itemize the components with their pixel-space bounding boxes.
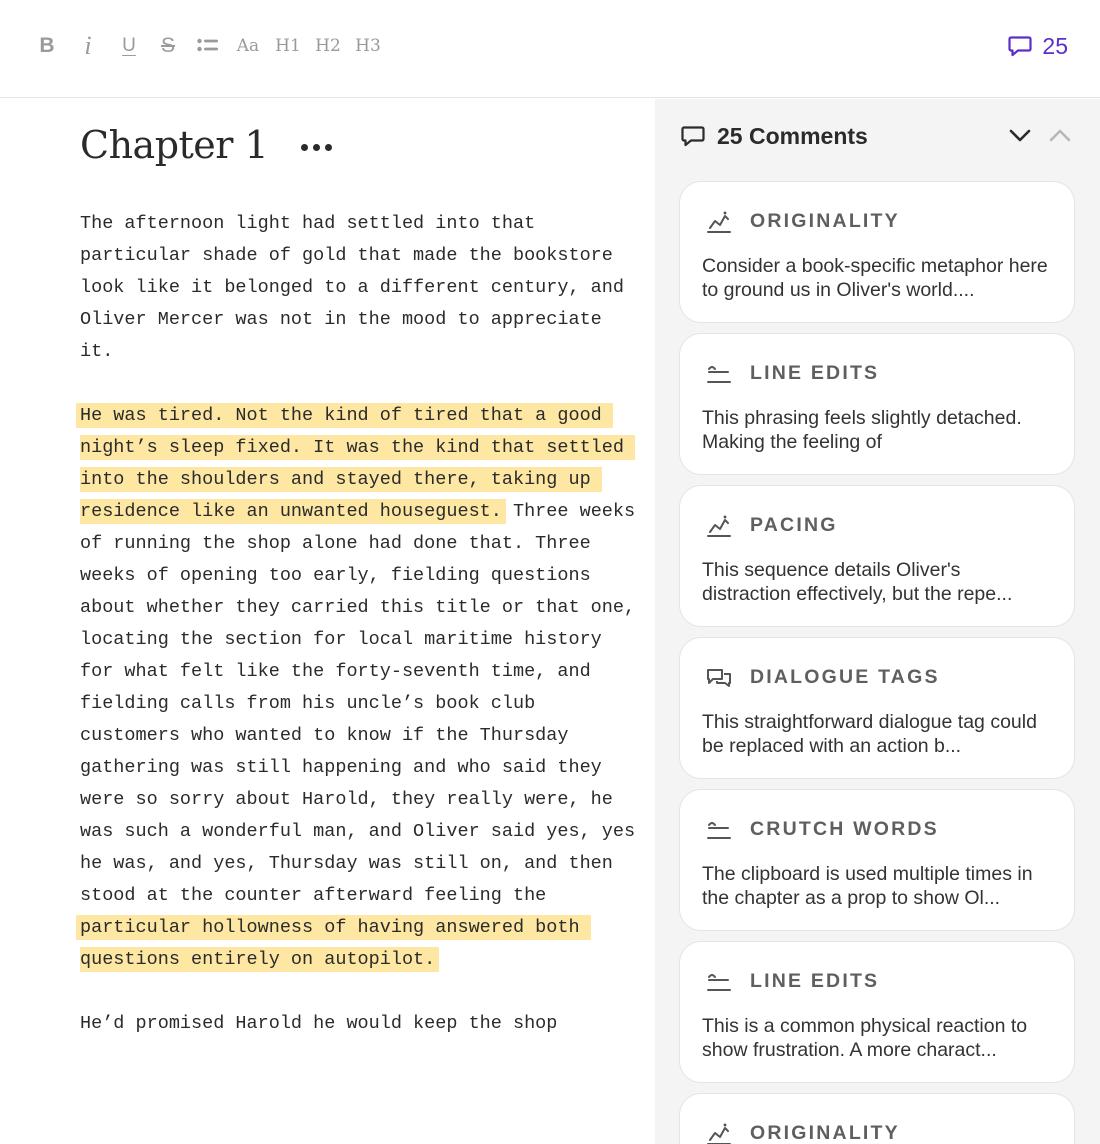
comment-card[interactable] <box>679 941 1075 1083</box>
chapter-body[interactable] <box>80 208 647 1072</box>
comment-text: This sequence details Oliver's distraction effectively, but the repe... <box>702 559 1013 605</box>
chart-trend-icon <box>706 514 732 538</box>
formatting-toolbar <box>0 0 1100 98</box>
comment-card[interactable] <box>679 333 1075 475</box>
next-comment-button[interactable] <box>1007 123 1033 149</box>
comment-card[interactable] <box>679 485 1075 627</box>
line-edit-icon <box>706 818 732 842</box>
text-case-button[interactable]: Aa <box>236 36 260 56</box>
comment-category: ORIGINALITY <box>750 210 900 232</box>
chapter-more-button[interactable] <box>296 135 336 159</box>
comment-category: ORIGINALITY <box>750 1122 900 1144</box>
comment-text: This is a common physical reaction to show frustration. A more charact... <box>702 1015 1028 1061</box>
heading-3-button[interactable]: H3 <box>355 36 381 56</box>
comment-text: The clipboard is used multiple times in the chapter as a prop to show Ol... <box>702 863 1033 909</box>
comment-text: Consider a book-specific metaphor here to ground us in Oliver's world.... <box>702 255 1048 301</box>
heading-2-button[interactable]: H2 <box>315 36 341 56</box>
dialogue-icon <box>706 666 732 690</box>
comment-card[interactable] <box>679 1093 1075 1144</box>
comments-header <box>681 121 868 151</box>
comment-icon <box>1008 35 1032 57</box>
bullet-list-icon <box>197 38 219 54</box>
heading-1-button[interactable]: H1 <box>275 36 301 56</box>
chart-trend-icon <box>706 210 732 234</box>
italic-icon: i <box>84 31 92 60</box>
comments-panel <box>655 99 1100 1144</box>
comment-icon <box>681 125 705 147</box>
chapter-title[interactable]: Chapter 1 <box>80 123 269 167</box>
comment-category: PACING <box>750 514 838 536</box>
line-edit-icon <box>706 362 732 386</box>
previous-comment-button[interactable] <box>1047 123 1073 149</box>
highlighted-passage[interactable]: particular hollowness of having answered both questions entirely on autopilot. <box>76 915 591 972</box>
chevron-up-icon <box>1047 123 1073 149</box>
comment-category: LINE EDITS <box>750 362 880 384</box>
dot-icon <box>313 144 320 151</box>
paragraph[interactable]: The afternoon light had settled into that particular shade of gold that made the bookstore look like it belonged to a different century, and Oliver Mercer was not in the mood to appreciate it. <box>80 213 636 362</box>
comment-text: This phrasing feels slightly detached. Making the feeling of <box>702 407 1022 453</box>
underline-icon: U <box>122 35 136 56</box>
comment-text: This straightforward dialogue tag could be replaced with an action b... <box>702 711 1037 757</box>
comment-category: DIALOGUE TAGS <box>750 666 940 688</box>
chevron-down-icon <box>1007 123 1033 149</box>
underline-button[interactable] <box>118 30 140 62</box>
strikethrough-button[interactable] <box>157 30 179 62</box>
comments-title: 25 Comments <box>717 122 868 149</box>
chart-trend-icon <box>706 1122 732 1144</box>
bullet-list-button[interactable] <box>196 30 220 62</box>
comment-category: LINE EDITS <box>750 970 880 992</box>
highlighted-passage[interactable]: He was tired. Not the kind of tired that a good night’s sleep fixed. It was the kind that settled into the shoulders and stayed there, taking up residence like an unwanted houseguest. <box>76 403 635 524</box>
comments-toggle-button[interactable] <box>1008 30 1068 62</box>
paragraph[interactable]: He’d promised Harold he would keep the shop <box>80 1013 558 1034</box>
comment-card[interactable] <box>679 789 1075 931</box>
paragraph[interactable] <box>80 400 647 976</box>
dot-icon <box>325 144 332 151</box>
document-editor[interactable] <box>0 99 655 1144</box>
bold-button[interactable] <box>36 30 58 62</box>
comment-card[interactable] <box>679 637 1075 779</box>
dot-icon <box>301 144 308 151</box>
bold-icon: B <box>39 34 55 57</box>
comment-count: 25 <box>1042 32 1068 59</box>
strikethrough-icon: S <box>160 34 175 57</box>
line-edit-icon <box>706 970 732 994</box>
comment-category: CRUTCH WORDS <box>750 818 939 840</box>
italic-button[interactable] <box>78 30 98 62</box>
comment-card[interactable] <box>679 181 1075 323</box>
paragraph-text: Three weeks of running the shop alone had done that. Three weeks of opening too early, fielding questions about whether they carried this title or that one, locating the section for local maritime history for what felt like the forty-seventh time, and fielding calls from his uncle’s book club customers who wanted to know if the Thursday gathering was still happening and who said they were so sorry about Harold, they really were, he was such a wonderful man, and Oliver said yes, yes he was, and yes, Thursday was still on, and then stood at the counter afterward feeling the <box>80 501 647 906</box>
